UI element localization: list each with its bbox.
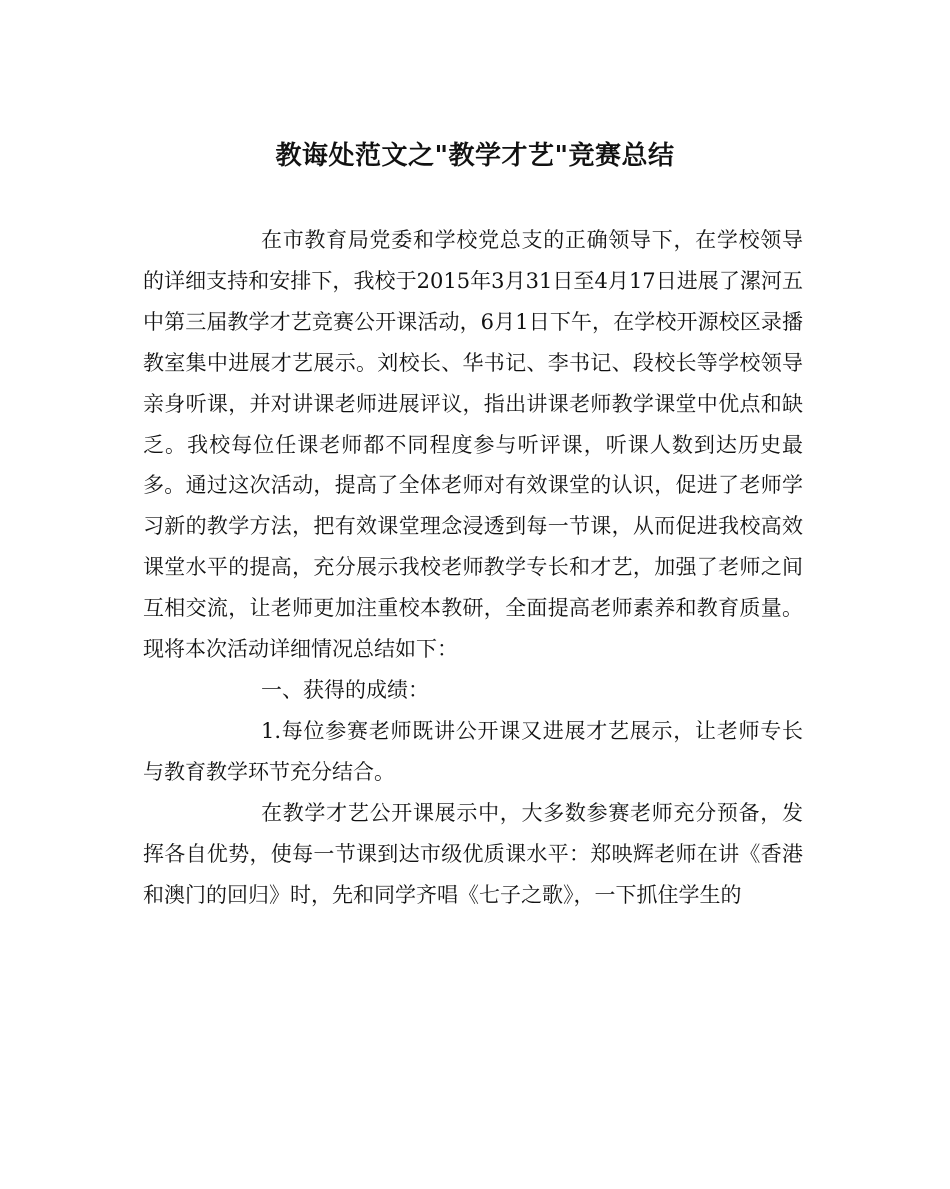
paragraph-section-heading: 一、获得的成绩： xyxy=(261,677,429,702)
paragraph-details: 在教学才艺公开课展示中，大多数参赛老师充分预备，发挥各自优势，使每一节课到达市级优质课水平：郑映辉老师在讲《香港和澳门的回归》时，先和同学齐唱《七子之歌》，一下抓住学生的 xyxy=(143,800,803,907)
paragraph-intro: 在市教育局党委和学校党总支的正确领导下，在学校领导的详细支持和安排下，我校于2015年3月31日至4月17日进展了漯河五中第三届教学才艺竞赛公开课活动，6月1日下午，在学校开源校区录播教室集中进展才艺展示。刘校长、华书记、李书记、段校长等学校领导亲身听课，并对讲课老师进展评议，指出讲课老师教学课堂中优点和缺乏。我校每位任课老师都不同程度参与听评课，听课人数到达历史最多。通过这次活动，提高了全体老师对有效课堂的认识，促进了老师学习新的教学方法，把有效课堂理念浸透到每一节课，从而促进我校高效课堂水平的提高，充分展示我校老师教学专长和才艺，加强了老师之间互相交流，让老师更加注重校本教研，全面提高老师素养和教育质量。现将本次活动详细情况总结如下： xyxy=(143,228,803,662)
paragraph-point-1: 1.每位参赛老师既讲公开课又进展才艺展示，让老师专长与教育教学环节充分结合。 xyxy=(143,718,803,784)
document-body xyxy=(143,220,803,915)
document-title: 教诲处范文之"教学才艺"竞赛总结 xyxy=(275,141,675,171)
